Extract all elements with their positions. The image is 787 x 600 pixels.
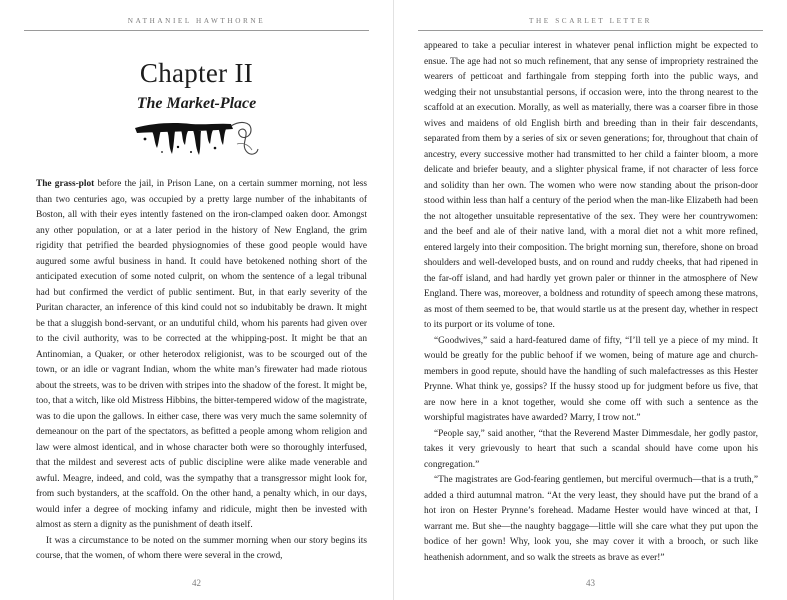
left-page [0,0,393,600]
right-page [394,0,787,600]
right-page-body [424,39,758,566]
paragraph [36,177,367,534]
chapter-title: Chapter II [139,58,254,88]
lead-in-text: The grass-plot [36,179,95,189]
running-head-author: NATHANIEL HAWTHORNE [127,17,266,25]
header-rule [24,30,369,31]
paragraph: It was a circumstance to be noted on the summer morning when our story begins its course, that the women, of whom there were several in the crowd, [36,535,367,561]
running-head-title: THE SCARLET LETTER [529,17,652,25]
page-number: 42 [192,578,201,588]
chapter-subtitle: The Market-Place [136,95,257,112]
header-rule [418,30,763,31]
page-number: 43 [586,578,595,588]
left-page-body [36,177,367,565]
paragraph: “People say,” said another, “that the Reverend Master Dimmesdale, her godly pastor, takes it very grievously to heart that such a scandal should have come upon his congregation.” [424,428,758,470]
paragraph: “Goodwives,” said a hard-featured dame of fifty, “I’ll tell ye a piece of my mind. It would be greatly for the public behoof if we women, being of mature age and church-members in good repute, should have the handling of such malefactresses as this Hester Prynne. What think ye, gossips? If the hussy stood up for judgment before us five, that are now here in a knot together, would she come off with such a sentence as the worshipful magistrates have awarded? Marry, I trow not.” [424,335,758,423]
paragraph: appeared to take a peculiar interest in whatever penal infliction might be expected to ensue. The age had not so much refinement, that any sense of impropriety restrained the wearers of petticoat and farthingale from stepping forth into the public ways, and wedging their not unsubstantial persons, if occasion were, into the throng nearest to the scaffold at an execution. Morally, as well as materially, there was a coarser fibre in those wives and maidens of old English birth and breeding than in their fair descendants, separated from them by a series of six or seven generations; for, throughout that chain of ancestry, every successive mother had transmitted to her child a fainter bloom, a more delicate and briefer beauty, and a slighter physical frame, if not character of less force and solidity than her own. The women who were now standing about the prison-door stood within less than half a century of the period when the man-like Elizabeth had been the not altogether unsuitable representative of the sex. They were her countrywomen: and the beef and ale of their native land, with a moral diet not a whit more refined, entered largely into their composition. The bright morning sun, therefore, shone on broad shoulders and well-developed busts, and on round and ruddy cheeks, that had ripened in the far-off island, and had hardly yet grown paler or thinner in the atmosphere of New England. There was, moreover, a boldness and rotundity of speech among these matrons, as most of them seemed to be, that would startle us at the present day, whether in respect to its purport or its volume of tone. [424,41,758,330]
ink-flourish-ornament [133,114,261,160]
paragraph-text: before the jail, in Prison Lane, on a certain summer morning, not less than two centuries ago, was occupied by a pretty large number of the inhabitants of Boston, all with their eyes intently fastened on the iron-clamped oaken door. Amongst any other population, or at a later period in the history of New England, the grim rigidity that petrified the bearded physiognomies of these good people would have augured some awful business in hand. It could have betokened nothing short of the anticipated execution of some noted culprit, on whom the sentence of a legal tribunal had but confirmed the verdict of public sentiment. But, in that early severity of the Puritan character, an inference of this kind could not so indubitably be drawn. It might be that a sluggish bond-servant, or an undutiful child, whom his parents had given over to the civil authority, was to be corrected at the whipping-post. It might be that an Antinomian, a Quaker, or other heterodox religionist, was to be scourged out of the town, or an idle or vagrant Indian, whom the white man’s firewater had made riotous about the streets, was to be driven with stripes into the shadow of the forest. It might be, too, that a witch, like old Mistress Hibbins, the bitter-tempered widow of the magistrate, was to die upon the gallows. In either case, there was very much the same solemnity of demeanour on the part of the spectators, as befitted a people among whom religion and law were almost identical, and in whose character both were so thoroughly interfused, that the mildest and severest acts of public discipline were alike made venerable and awful. Meagre, indeed, and cold, was the sympathy that a transgressor might look for, from such bystanders, at the scaffold. On the other hand, a penalty which, in our days, would infer a degree of mocking infamy and ridicule, might then be invested with almost as stern a dignity as the punishment of death itself. [36,179,367,530]
paragraph: “The magistrates are God-fearing gentlemen, but merciful overmuch—that is a truth,” added a third autumnal matron. “At the very least, they should have put the brand of a hot iron on Hester Prynne’s forehead. Madame Hester would have winced at that, I warrant me. But she—the naughty baggage—little will she care what they put upon the bodice of her gown! Why, look you, she may cover it with a brooch, or such like heathenish adornment, and so walk the streets as brave as ever!” [424,475,758,563]
